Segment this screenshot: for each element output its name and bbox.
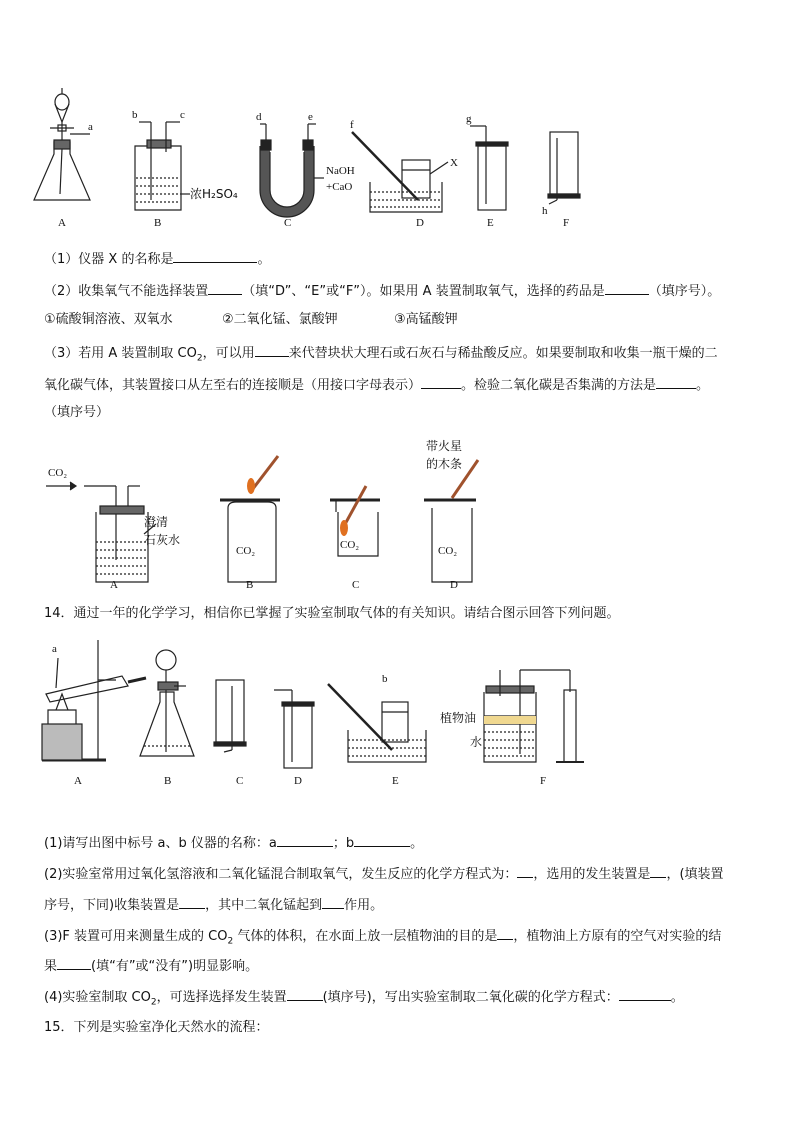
fig3-caption-d: D [294, 775, 302, 787]
answer-blank[interactable] [287, 986, 323, 1001]
fig1-label-e: e [308, 111, 313, 123]
answer-blank[interactable] [277, 832, 333, 847]
fig3-caption-e: E [392, 775, 399, 787]
fig3-caption-a: A [74, 775, 82, 787]
fig3-water-label: 水 [470, 735, 483, 749]
fig1-label-h: h [542, 205, 548, 217]
q14-intro: 14．通过一年的化学学习，相信你已掌握了实验室制取气体的有关知识。请结合图示回答下列问题。 [44, 606, 620, 621]
apparatus-figure-3 [36, 636, 596, 788]
answer-blank[interactable] [255, 342, 289, 357]
fig1-cao-label: +CaO [326, 181, 353, 193]
q14-part2: (2)实验室常用过氧化氢溶液和二氧化锰混合制取氧气，发生反应的化学方程式为： ，选用的发生装置是 ，(填装置 [44, 863, 764, 885]
fig1-label-g: g [466, 113, 472, 125]
fig2-co2-d: CO₂ [438, 545, 458, 557]
answer-blank[interactable] [354, 832, 410, 847]
fig3-caption-c: C [236, 775, 244, 787]
q13-options: ①硫酸铜溶液、双氧水 ②二氧化锰、氯酸钾 ③高锰酸钾 [44, 312, 458, 327]
fig3-caption-f: F [540, 775, 547, 787]
fig1-label-b: b [132, 109, 138, 121]
fig2-caption-a: A [110, 579, 118, 591]
fig1-caption-e: E [487, 217, 494, 229]
fig1-acid-label: 浓H₂SO₄ [190, 187, 238, 201]
fig2-co2-c: CO₂ [340, 539, 360, 551]
answer-blank[interactable] [57, 955, 91, 970]
q14-part3: (3)F 装置可用来测量生成的 $CO_2$ 气体的体积，在水面上放一层植物油的目的是 ，植物油上方原有的空气对实验的结 [44, 925, 764, 952]
fig3-oil-label: 植物油 [440, 711, 477, 725]
fig1-label-d: d [256, 111, 262, 123]
fig2-splint-2: 的木条 [426, 457, 463, 471]
fig1-caption-b: B [154, 217, 162, 229]
answer-blank[interactable] [656, 374, 696, 389]
fig1-label-c: c [180, 109, 185, 121]
fig1-label-f: f [350, 119, 354, 131]
answer-blank[interactable] [179, 894, 205, 909]
fig2-caption-d: D [450, 579, 458, 591]
answer-blank[interactable] [619, 986, 671, 1001]
q14-part4: (4)实验室制取 $CO_2$，可选择选择发生装置 (填序号)，写出实验室制取二氧化碳的化学方程式： 。 [44, 986, 764, 1013]
co2-test-figure [40, 434, 500, 592]
q14-part2-cont: 序号，下同)收集装置是 ，其中二氧化锰起到 作用。 [44, 894, 764, 916]
fig3-label-a: a [52, 643, 57, 655]
answer-blank[interactable] [173, 248, 257, 263]
q13-part3-note: （填序号） [44, 405, 110, 420]
answer-blank[interactable] [497, 925, 513, 940]
fig3-caption-b: B [164, 775, 172, 787]
q13-part3: （3）若用 A 装置制取 $CO_2$，可以用 来代替块状大理石或石灰石与稀盐酸反应。如果要制取和收集一瓶干燥的二 [44, 342, 764, 369]
q13-part1: （1）仪器 X 的名称是 。 [44, 248, 764, 270]
q13-part2: （2）收集氧气不能选择装置 （填“D”、“E”或“F”）。如果用 A 装置制取氧气，选择的药品是 （填序号）。 [44, 280, 764, 302]
fig1-label-a: a [88, 121, 93, 133]
fig1-naoh-label: NaOH [326, 165, 355, 177]
answer-blank[interactable] [517, 863, 533, 878]
q15-intro: 15．下列是实验室净化天然水的流程： [44, 1020, 269, 1035]
answer-blank[interactable] [421, 374, 461, 389]
answer-blank[interactable] [208, 280, 242, 295]
fig2-splint-1: 带火星 [426, 439, 463, 453]
fig2-limewater-1: 澄清 [144, 515, 169, 529]
q14-part1: (1)请写出图中标号 a、b 仪器的名称：a ；b 。 [44, 832, 764, 854]
fig2-caption-b: B [246, 579, 254, 591]
answer-blank[interactable] [605, 280, 649, 295]
apparatus-figure-1 [30, 82, 590, 232]
fig2-limewater-2: 石灰水 [144, 533, 181, 547]
fig2-co2-arrow: CO₂ [48, 467, 68, 479]
fig1-caption-f: F [563, 217, 570, 229]
answer-blank[interactable] [322, 894, 344, 909]
fig1-label-x: X [450, 157, 458, 169]
fig2-co2-b: CO₂ [236, 545, 256, 557]
q13-part3-cont: 氧化碳气体，其装置接口从左至右的连接顺是（用接口字母表示） 。检验二氧化碳是否集满的方法是 。 [44, 374, 764, 396]
fig3-label-b: b [382, 673, 388, 685]
fig1-caption-c: C [284, 217, 292, 229]
q14-part3-cont: 果 (填“有”或“没有”)明显影响。 [44, 955, 764, 977]
fig1-caption-d: D [416, 217, 424, 229]
fig2-caption-c: C [352, 579, 360, 591]
fig1-caption-a: A [58, 217, 66, 229]
answer-blank[interactable] [650, 863, 666, 878]
